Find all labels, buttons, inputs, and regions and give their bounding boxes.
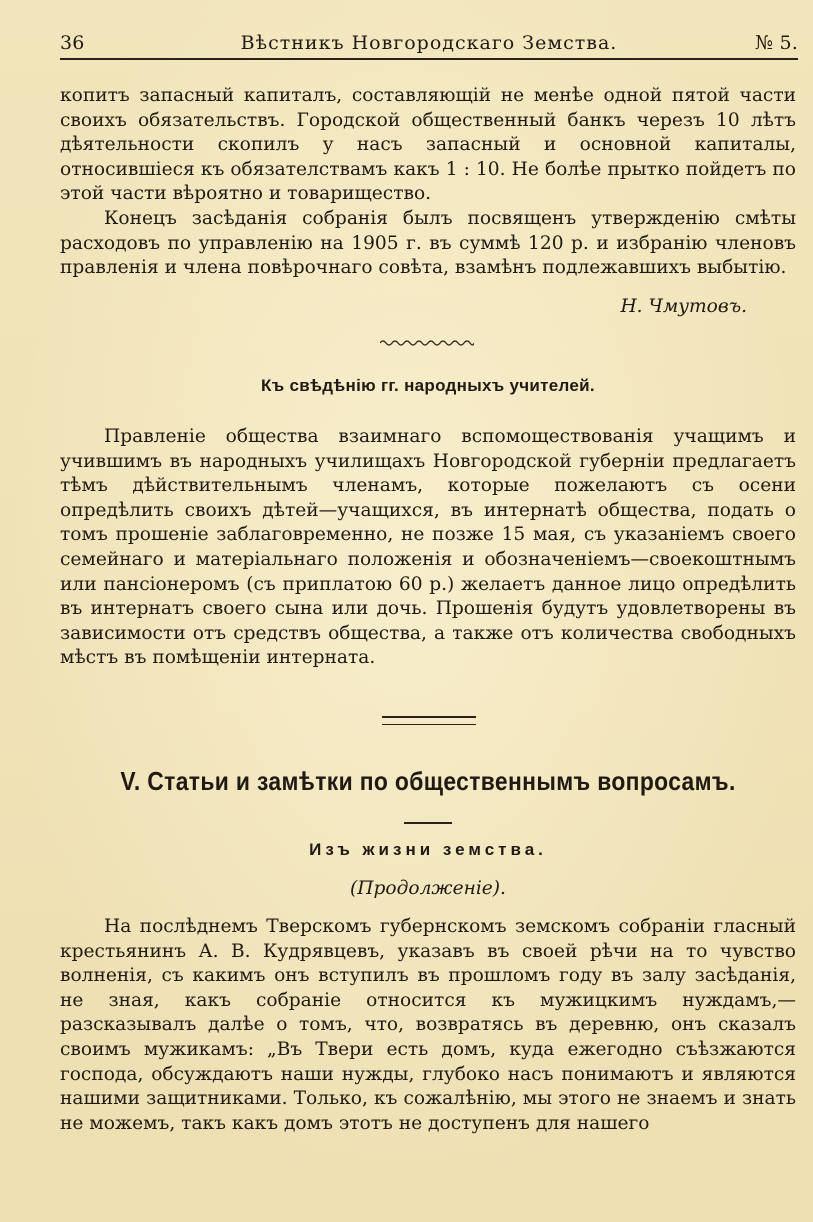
journal-title: Вѣстникъ Новгородскаго Земства.	[240, 32, 618, 54]
double-rule-divider	[382, 716, 476, 725]
page-header	[60, 30, 798, 60]
short-rule-divider	[404, 822, 452, 824]
section-heading-teachers: Къ свѣдѣнію гг. народныхъ учителей.	[261, 376, 595, 395]
issue-number: № 5.	[755, 32, 798, 54]
paragraph-meeting-end: Конецъ засѣданія собранія былъ посвященъ утвержденію смѣты расходовъ по управленію на 1905 г. въ суммѣ 120 р. и избранію членовъ правленія и члена повѣрочнаго совѣта, взамѣнъ подлежавшихъ выбытію.	[60, 207, 796, 279]
section2-text	[60, 425, 796, 671]
author-signature: Н. Чмутовъ.	[620, 296, 747, 317]
section3-text	[60, 915, 796, 1136]
section1-text	[60, 84, 796, 281]
paragraph-announcement: Правленіе общества взаимнаго вспомоществованія учащимъ и учившимъ въ народныхъ училищахъ Новгородской губерніи предлагаетъ тѣмъ дѣйствительнымъ членамъ, которые пожелаютъ съ осени опредѣлить своихъ дѣтей—учащихся, въ интернатѣ общества, подать о томъ прошеніе заблаговременно, не позже 15 мая, съ указаніемъ своего семейнаго и матеріальнаго положенія и обозначеніемъ—своекоштнымъ или пансіонеромъ (съ приплатою 60 р.) желаетъ данное лицо опредѣлить въ интернатъ своего сына или дочь. Прошенія будутъ удовлетворены въ зависимости отъ средствъ общества, а также отъ количества свободныхъ мѣстъ въ помѣщеніи интерната.	[60, 426, 796, 669]
paragraph-continued: копитъ запасный капиталъ, составляющій не менѣе одной пятой части своихъ обязательствъ. Городской общественный банкъ черезъ 10 лѣтъ дѣятельности скопилъ у насъ запасный и основной капиталы, относившіеся къ обязателствамъ какъ 1 : 10. Не болѣе прытко пойдетъ по этой части вѣроятно и товарищество.	[60, 85, 796, 205]
page-number: 36	[60, 32, 85, 54]
chapter-heading: V. Статьи и замѣтки по общественнымъ вопросамъ.	[120, 766, 736, 796]
paragraph-tver-assembly: На послѣднемъ Тверскомъ губернскомъ земскомъ собраніи гласный крестьянинъ А. В. Кудрявцевъ, указавъ въ своей рѣчи на то чувство волненія, съ какимъ онъ вступилъ въ прошломъ году въ залу засѣданія, не зная, какъ собраніе относится къ мужицкимъ нуждамъ,—разсказывалъ далѣе о томъ, что, возвратясь въ деревню, онъ сказалъ своимъ мужикамъ: „Въ Твери есть домъ, куда ежегодно съѣзжаются господа, обсуждаютъ наши нужды, глубоко насъ понимаютъ и являются нашими защитниками. Только, къ сожалѣнію, мы этого не знаемъ и знать не можемъ, такъ какъ домъ этотъ не доступенъ для нашего	[60, 916, 796, 1134]
continued-label: (Продолженіе).	[350, 878, 506, 899]
article-title: Изъ жизни земства.	[309, 840, 547, 859]
wavy-divider	[380, 338, 474, 348]
